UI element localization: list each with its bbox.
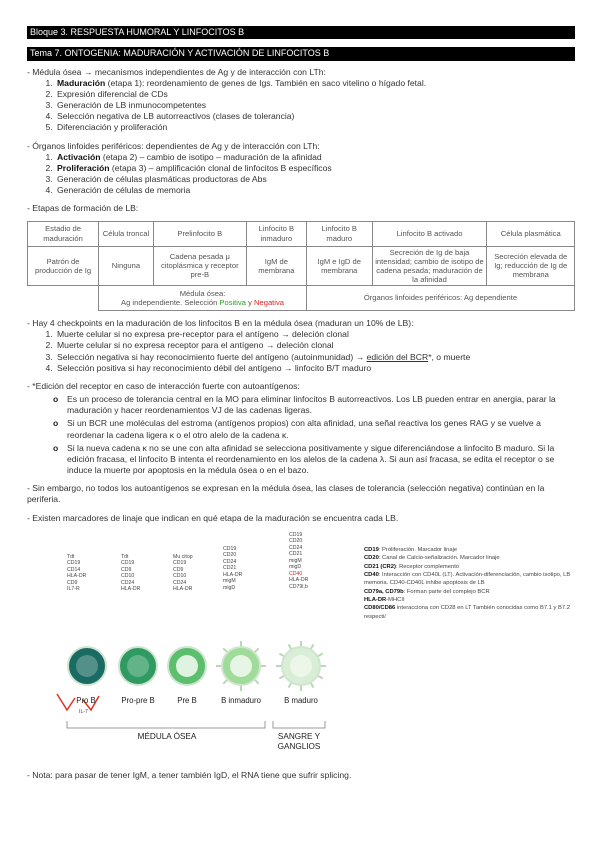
maturation-figure bbox=[27, 528, 575, 768]
periphery-cell: Órganos linfoides periféricos: Ag dependiente bbox=[306, 286, 574, 311]
cell-nucleus bbox=[127, 655, 149, 677]
list-item: 4. Selección negativa de LB autorreactivos (clases de tolerancia) bbox=[55, 111, 575, 122]
negative-label: Negativa bbox=[254, 298, 285, 307]
list-item: o Si la nueva cadena κ no se une con alta afinidad se selecciona positivamente y sigue diferenciándose a linfocito B maduro. Si la edición fracasa, el linfocito B intenta el reordenamiento en los alelos de la cadena λ. Si aun así fracasa, se edita el receptor o se induce la muerte por apoptosis en la médula ósea o en el bazo. bbox=[67, 443, 575, 477]
region-marrow: MÉDULA ÓSEA bbox=[137, 731, 197, 741]
table-cell: Ninguna bbox=[99, 246, 154, 285]
table-cell: IgM e IgD de membrana bbox=[306, 246, 372, 285]
list-item: 5. Diferenciación y proliferación bbox=[55, 122, 575, 133]
block-title: Bloque 3. RESPUESTA HUMORAL Y LINFOCITOS B bbox=[27, 26, 575, 39]
list-item: 1. Muerte celular si no expresa pre-receptor para el antígeno → deleción clonal bbox=[55, 329, 575, 340]
table-cell: Cadena pesada μ citoplásmica y receptor pre-B bbox=[153, 246, 246, 285]
editing-section bbox=[27, 381, 575, 476]
peripheral-section bbox=[27, 141, 575, 197]
list-item: 2. Expresión diferencial de CDs bbox=[55, 89, 575, 100]
legend-item: CD20: Canal de Calcio-señalización. Marcador linaje bbox=[364, 555, 500, 562]
stages-section bbox=[27, 203, 575, 311]
b-cell-4 bbox=[276, 641, 326, 691]
table-header-row bbox=[28, 221, 575, 246]
peripheral-intro: - Órganos linfoides periféricos: dependientes de Ag y de interacción con LTh: bbox=[27, 140, 320, 151]
legend-item: HLA-DR-MHCII bbox=[364, 597, 405, 604]
markers-intro: - Existen marcadores de linaje que indican en qué etapa de la maduración se encuentra cada LB. bbox=[27, 512, 399, 523]
cell-markers: Tdt CD19 CD9 CD10 CD24 HLA-DR bbox=[121, 553, 141, 593]
list-item: 4. Generación de células de memoria bbox=[55, 185, 575, 196]
legend-item: CD79a, CD79b: Forman parte del complejo BCR bbox=[364, 588, 490, 595]
table-row-label: Patrón de producción de Ig bbox=[28, 246, 99, 285]
cell-label: B maduro bbox=[284, 695, 318, 705]
table-header-cell: Célula plasmática bbox=[487, 221, 575, 246]
table-row bbox=[28, 246, 575, 285]
cell-nucleus bbox=[230, 655, 252, 677]
final-note: - Nota: para pasar de tener IgM, a tener también IgD, el RNA tiene que sufrir splicing. bbox=[27, 769, 352, 780]
b-cell-3 bbox=[216, 641, 266, 691]
blood-bracket bbox=[273, 721, 325, 728]
list-item: o Si un BCR une moléculas del estroma (antígenos propios) con alta afinidad, una señal reactiva los genes RAG y se vuelve a reordenar la cadena ligera κ o el otro alelo de la cadena κ. bbox=[67, 418, 575, 440]
list-item: 1. Activación (etapa 2) – cambio de isotipo – maduración de la afinidad bbox=[55, 152, 575, 163]
positive-label: Positiva bbox=[219, 298, 246, 307]
stages-intro: - Etapas de formación de LB: bbox=[27, 203, 139, 214]
bone-marrow-intro: - Médula ósea → mecanismos independientes de Ag y de interacción con LTh: bbox=[27, 66, 326, 77]
table-cell: IgM de membrana bbox=[246, 246, 306, 285]
editing-list bbox=[27, 394, 575, 476]
marker-legend bbox=[364, 546, 574, 622]
highlighted-marker: CD40 bbox=[289, 570, 303, 577]
table-header-cell: Linfocito B inmaduro bbox=[246, 221, 306, 246]
document-page bbox=[27, 26, 575, 781]
cell-label: B inmaduro bbox=[221, 695, 261, 705]
list-item: 1. Maduración (etapa 1): reordenamiento de genes de Igs. También en saco vitelino o hígado fetal. bbox=[55, 78, 575, 89]
editing-intro: - *Edición del receptor en caso de interacción fuerte con autoantígenos: bbox=[27, 380, 300, 391]
cell-nucleus bbox=[76, 655, 98, 677]
cell-nucleus bbox=[290, 655, 312, 677]
list-item: 3. Generación de LB inmunocompetentes bbox=[55, 100, 575, 111]
list-item: 4. Selección positiva si hay reconocimiento débil del antígeno → linfocito B/T maduro bbox=[55, 363, 575, 374]
table-cell: Secreción de Ig de baja intensidad; cambio de isotipo de cadena pesada; maduración de la afinidad bbox=[372, 246, 487, 285]
bcr-editing-link: edición del BCR bbox=[366, 351, 429, 362]
b-cell-2 bbox=[168, 647, 206, 685]
list-item: 3. Generación de células plasmáticas productoras de Abs bbox=[55, 174, 575, 185]
cell-markers: CD19 CD20 CD24 CD21 migM migD CD40 HLA-DR CD79l,b bbox=[289, 531, 309, 590]
cell-label: Pre B bbox=[177, 695, 197, 705]
legend-item: CD80/CD86 interacciona con CD28 en LT También conocidas como B7.1 y B7.2 respecti/ bbox=[364, 605, 570, 620]
table-header-cell: Célula troncal bbox=[99, 221, 154, 246]
stages-table bbox=[27, 221, 575, 311]
table-header-cell: Linfocito B activado bbox=[372, 221, 487, 246]
cell-label: Pro B bbox=[76, 695, 96, 705]
table-header-cell: Linfocito B maduro bbox=[306, 221, 372, 246]
cell-markers: Tdt CD19 CD14 HLA-DR CD9 IL7-R bbox=[67, 553, 87, 593]
list-item: o Es un proceso de tolerancia central en la MO para eliminar linfocitos B autorreactivos. Los LB pueden entrar en anergia, parar la maduración y hacer reordenamientos VJ de las cadenas ligeras. bbox=[67, 394, 575, 416]
cell-markers: CD19 CD20 CD24 CD21 HLA-DR migM migD bbox=[223, 545, 243, 591]
il7-label: IL-7 bbox=[79, 708, 88, 715]
marrow-cell: Médula ósea: Ag independiente. Selección Positiva y Negativa bbox=[99, 286, 307, 311]
b-cell-0 bbox=[68, 647, 106, 685]
table-row bbox=[28, 286, 575, 311]
tolerance-note: - Sin embargo, no todos los autoantígenos se expresan en la médula ósea, las clases de tolerancia (selección negativa) continúan en la periferia. bbox=[27, 483, 545, 505]
cell-markers: Mu citop CD19 CD9 CD10 CD24 HLA-DR bbox=[173, 553, 193, 593]
b-cell-1 bbox=[119, 647, 157, 685]
list-item: 2. Proliferación (etapa 3) – amplificación clonal de linfocitos B específicos bbox=[55, 163, 575, 174]
bone-marrow-list bbox=[27, 78, 575, 134]
table-cell: Secreción elevada de Ig; reducción de Ig de membrana bbox=[487, 246, 575, 285]
cell-nucleus bbox=[176, 655, 198, 677]
list-item: 2. Muerte celular si no expresa receptor para el antígeno → deleción clonal bbox=[55, 340, 575, 351]
legend-item: CD21 (CR2): Receptor complemento bbox=[364, 563, 460, 570]
table-header-cell: Prelinfocito B bbox=[153, 221, 246, 246]
table-header-cell: Estadio de maduración bbox=[28, 221, 99, 246]
legend-item: CD40: Interacción con CD40L (LT). Activación-diferenciación, cambio isotipo, LB memoria. CD40-CD40L inhibe apoptosis de LB bbox=[364, 571, 571, 587]
bone-marrow-section bbox=[27, 67, 575, 134]
cell-label: Pro-pre B bbox=[121, 695, 155, 705]
peripheral-list bbox=[27, 152, 575, 197]
marrow-bracket bbox=[67, 721, 265, 728]
checkpoints-list bbox=[27, 329, 575, 374]
topic-title: Tema 7. ONTOGENIA: MADURACIÓN Y ACTIVACIÓN DE LINFOCITOS B bbox=[27, 47, 575, 60]
legend-item: CD19: Proliferación. Marcador linaje bbox=[364, 546, 458, 553]
checkpoints-section bbox=[27, 318, 575, 374]
list-item: 3. Selección negativa si hay reconocimiento fuerte del antígeno (autoinmunidad) → edición del BCR*, o muerte bbox=[55, 352, 575, 363]
region-blood: SANGRE Y GANGLIOS bbox=[277, 731, 321, 751]
checkpoints-intro: - Hay 4 checkpoints en la maduración de los linfocitos B en la médula ósea (maduran un 10% de LB): bbox=[27, 318, 414, 328]
